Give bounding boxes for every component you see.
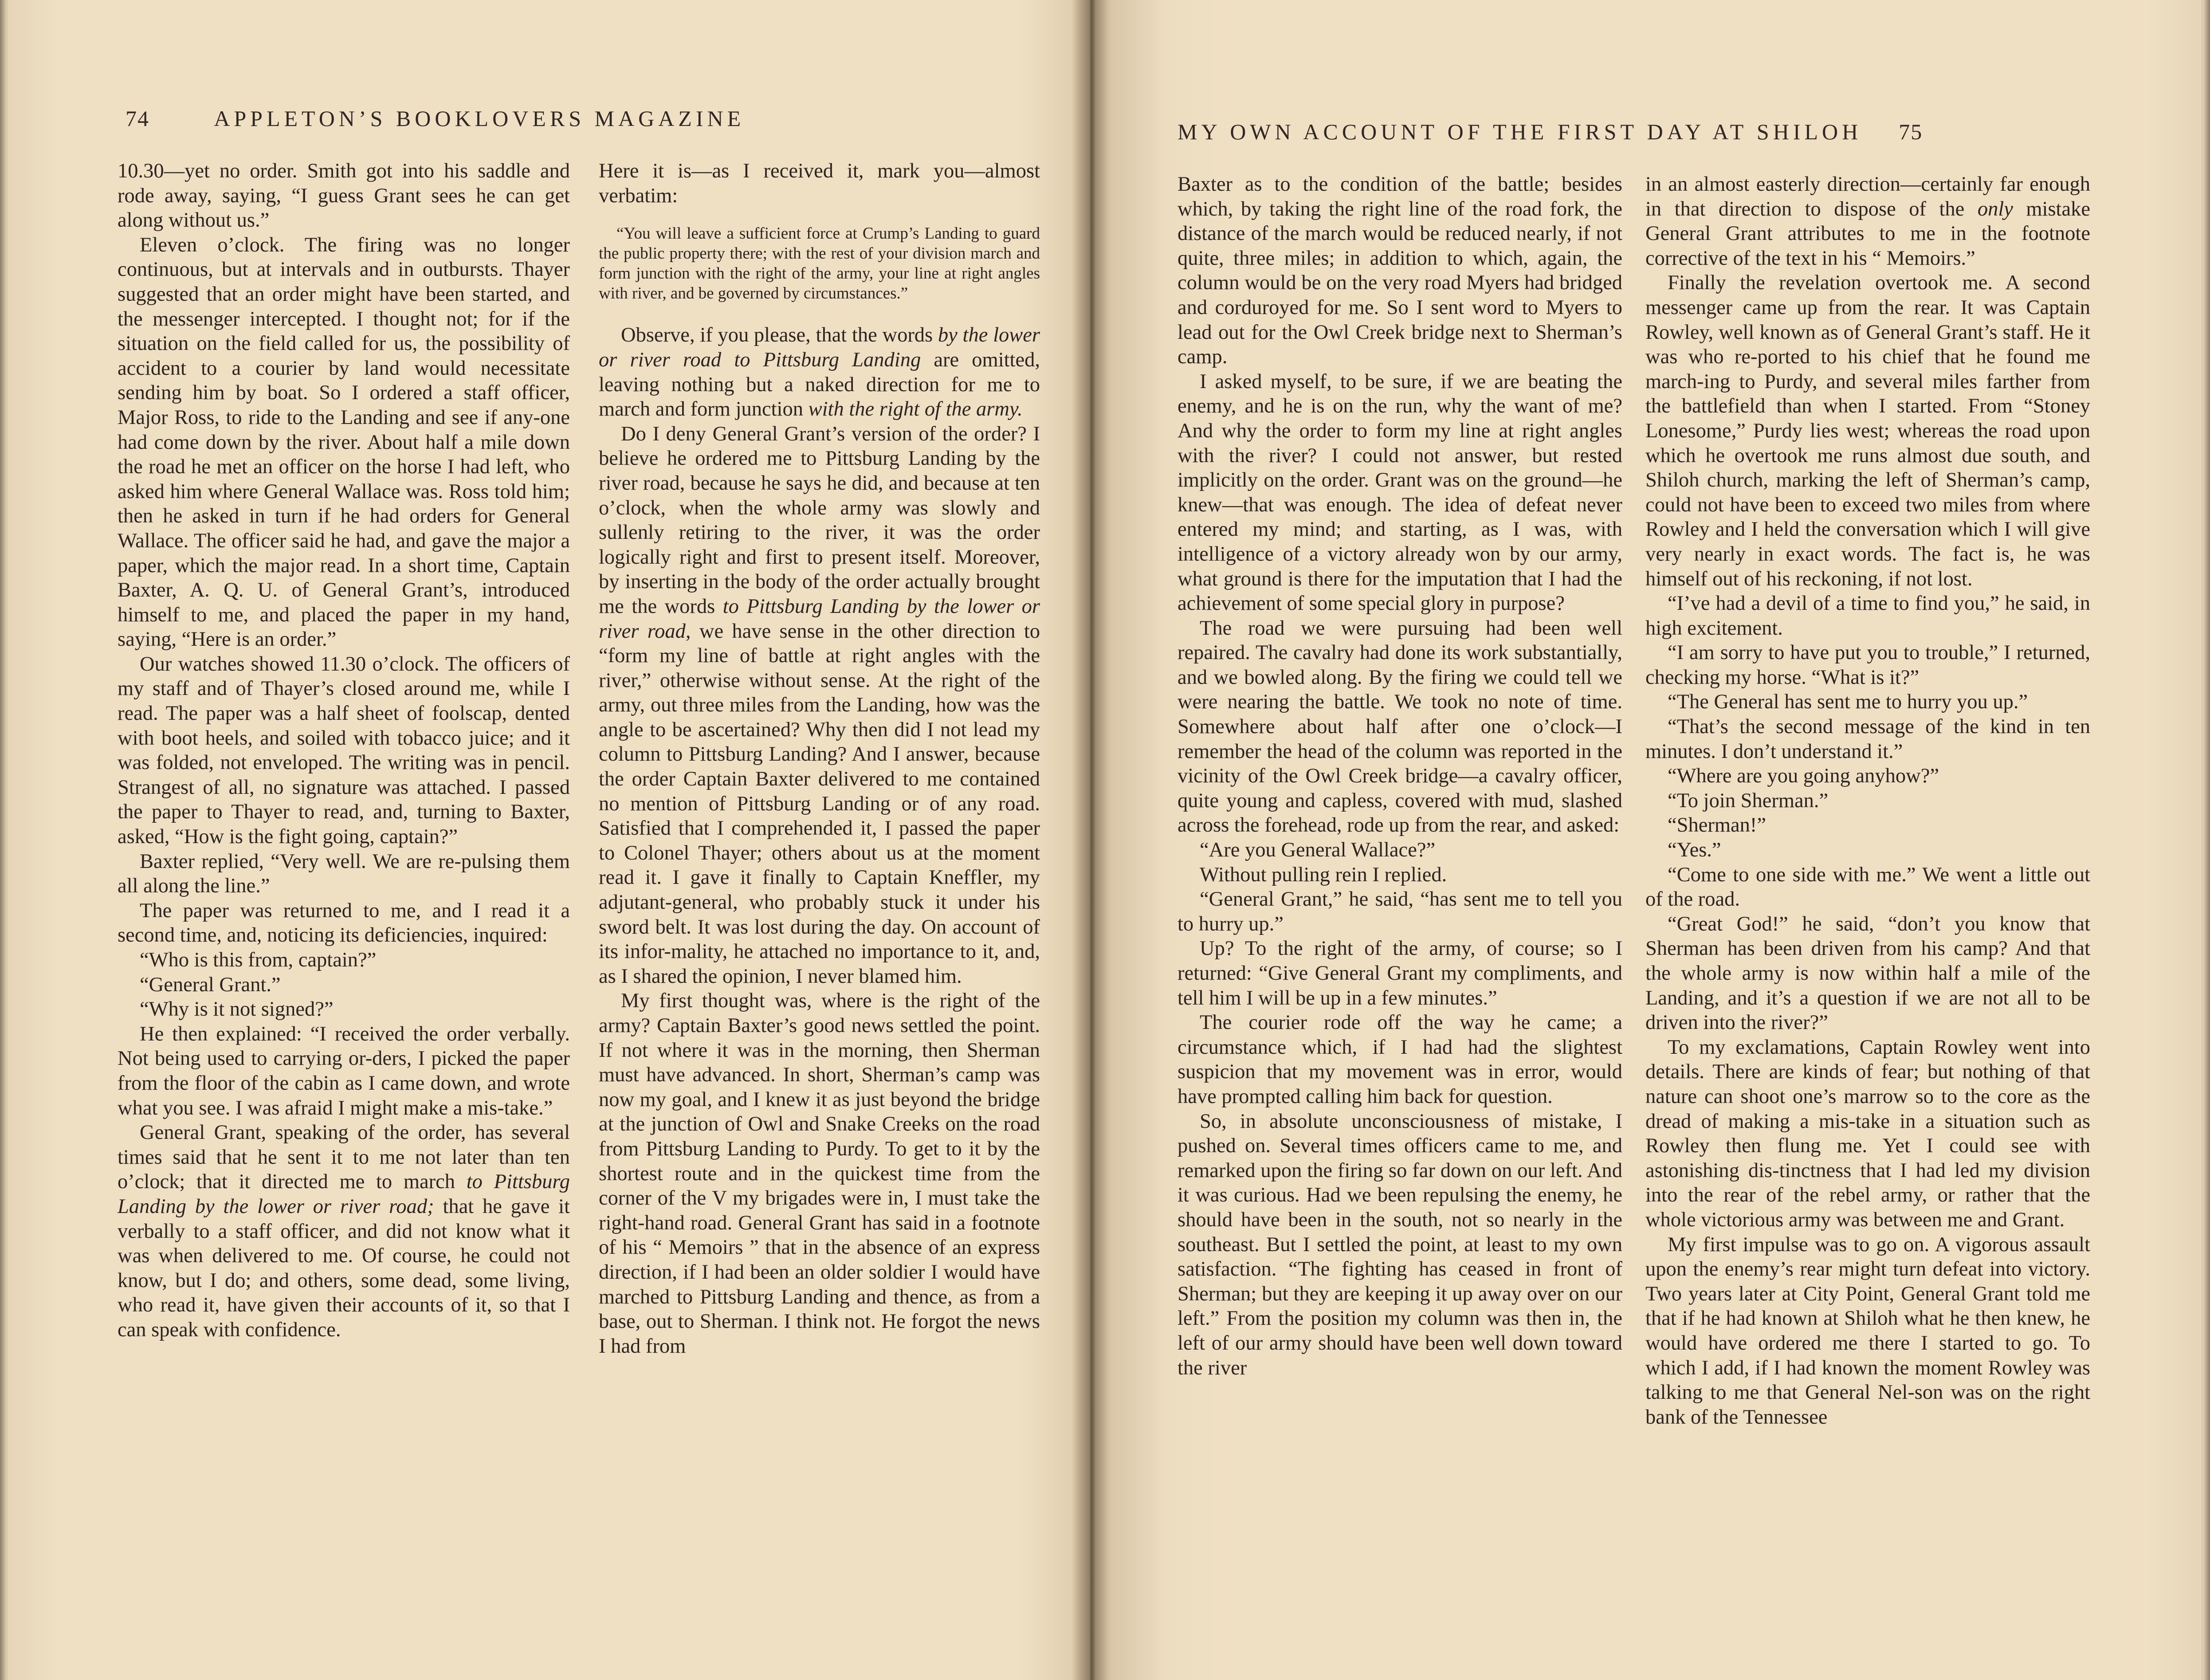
paragraph: “Sherman!” [1668, 814, 1766, 837]
text-run: in an almost easterly direction—certainly far enough in that direction to dispose of the [1645, 173, 2090, 220]
paragraph: “I’ve had a devil of a time to find you,” he said, in high excitement. [1645, 592, 2090, 640]
text-run: General Grant, speaking of the order, has several times said that he sent it to me not later than ten o’clock; that it directed me to march [118, 1121, 570, 1193]
left-page-number: 74 [126, 106, 149, 131]
paragraph: “Why is it not signed?” [140, 998, 334, 1021]
paragraph: Our watches showed 11.30 o’clock. The officers of my staff and of Thayer’s closed around me, while I read. The paper was a half sheet of foolscap, dented with boot heels, and soiled with tobacco juice; and it was folded, not enveloped. The writing was in pencil. Strangest of all, no signature was attached. I passed the paper to Thayer to read, and, turning to Baxter, asked, “How is the fight going, captain?” [118, 652, 570, 848]
paragraph [118, 1120, 570, 1342]
paragraph: Here it is—as I received it, mark you—almost verbatim: [599, 160, 1040, 207]
paragraph: “To join Sherman.” [1668, 789, 1829, 812]
paragraph: Baxter as to the condition of the battle; besides which, by taking the right line of the road fork, the distance of the march would be reduced nearly, if not quite, three miles; in addition to which, again, the column would be on the very road Myers had bridged and corduroyed for me. So I sent word to Myers to lead out for the Owl Creek bridge next to Sherman’s camp. [1178, 173, 1622, 369]
paragraph: The road we were pursuing had been well repaired. The cavalry had done its work substantially, and we bowled along. By the firing we could tell we were nearing the battle. We took no note of time. Somewhere about half after one o’clock—I remember the head of the column was reported in the vicinity of the Owl Creek bridge—a cavalry officer, quite young and capless, covered with mud, slashed across the forehead, rode up from the rear, and asked: [1178, 616, 1622, 837]
paragraph: “General Grant,” he said, “has sent me to tell you to hurry up.” [1178, 888, 1622, 935]
paragraph: “General Grant.” [140, 973, 281, 996]
paragraph: “Come to one side with me.” We went a little out of the road. [1645, 863, 2090, 911]
paragraph [599, 422, 1040, 989]
paragraph: “That’s the second message of the kind in ten minutes. I don’t understand it.” [1645, 715, 2090, 763]
paragraph: “Who is this from, captain?” [140, 949, 377, 971]
italic-run: to Pittsburg Landing by the lower or river road; [118, 1170, 570, 1218]
paragraph: “Great God!” he said, “don’t you know that Sherman has been driven from his camp? And that the whole army is now within half a mile of the Landing, and it’s a question if we are not all to be driven into the river?” [1645, 912, 2090, 1034]
paragraph: The courier rode off the way he came; a circumstance which, if I had had the slightest suspicion that my movement was in error, would have prompted calling him back for question. [1178, 1011, 1622, 1108]
left-header [126, 103, 1039, 134]
paragraph [1645, 172, 2090, 271]
paragraph: He then explained: “I received the order verbally. Not being used to carrying or-ders, I picked the paper from the floor of the cabin as I came down, and wrote what you see. I was afraid I might make a mis-take.” [118, 1022, 570, 1119]
paragraph: Baxter replied, “Very well. We are re-pulsing them all along the line.” [118, 850, 570, 898]
paragraph: Eleven o’clock. The firing was no longer continuous, but at intervals and in outbursts. Thayer suggested that an order might have been started, and the messenger intercepted. I thought not; for if the situation on the field called for us, the possibility of accident to a courier by land would necessitate sending him by boat. So I ordered a staff officer, Major Ross, to ride to the Landing and see if any-one had come down by the river. About half a mile down the road he met an officer on the horse I had left, who asked him where General Wallace was. Ross told him; then he asked in turn if he had orders for General Wallace. The officer said he had, and gave the major a paper, which the major read. In a short time, Captain Baxter, A. Q. U. of General Grant’s, introduced himself to me, and placed the paper in my hand, saying, “Here is an order.” [118, 233, 570, 651]
paragraph: My first impulse was to go on. A vigorous assault upon the enemy’s rear might turn defeat into victory. Two years later at City Point, General Grant told me that if he had known at Shiloh what he then knew, he would have ordered me there I started to go. To which I add, if I had known the moment Rowley was talking to me that General Nel-son was on the right bank of the Tennessee [1645, 1233, 2090, 1429]
paragraph: Up? To the right of the army, of course; so I returned: “Give General Grant my compliments, and tell him I will be up in a few minutes.” [1178, 937, 1622, 1009]
paragraph: I asked myself, to be sure, if we are beating the enemy, and he is on the run, why the want of me? And why the order to form my line at right angles with the river? I could not answer, but rested implicitly on the order. Grant was on the ground—he knew—that was enough. The idea of defeat never entered my mind; and starting, as I was, with intelligence of a victory already won by our army, what ground is there for the imputation that I had the achievement of some special glory in purpose? [1178, 370, 1622, 615]
paragraph: The paper was returned to me, and I read it a second time, and, noticing its deficiencies, inquired: [118, 899, 570, 947]
order-quote: “You will leave a sufficient force at Crump’s Landing to guard the public property there; with the rest of your division march and form junction with the right of the army, your line at right angles with river, and be governed by circumstances.” [599, 224, 1040, 302]
right-column-2 [1645, 172, 2090, 1429]
paragraph: Without pulling rein I replied. [1200, 863, 1447, 886]
left-column-2 [599, 159, 1040, 1358]
right-running-head: MY OWN ACCOUNT OF THE FIRST DAY AT SHILOH [1178, 119, 1862, 144]
paragraph: “Yes.” [1668, 839, 1721, 862]
left-column-1 [118, 159, 570, 1342]
right-page-number: 75 [1899, 119, 1923, 144]
paragraph: So, in absolute unconsciousness of mistake, I pushed on. Several times officers came to me, and remarked upon the firing so far down on our left. And it was curious. Had we been repulsing the enemy, he should have been in the south, not so nearly in the southeast. But I settled the point, at least to my own satisfaction. “The fighting has ceased in front of Sherman; but they are keeping it up away over on our left.” From the position my column was then in, the left of our army should have been well down toward the river [1178, 1110, 1622, 1379]
italic-run: to Pittsburg Landing by the lower or river road, [599, 595, 1040, 643]
left-running-head: APPLETON’S BOOKLOVERS MAGAZINE [214, 106, 745, 131]
text-run: that he gave it verbally to a staff officer, and did not know what it was when delivered to me. Of course, he could not know, but I do; and others, some dead, some living, who read it, have given their accounts of it, so that I can speak with confidence. [118, 1195, 570, 1341]
text-run: we have sense in the other direction to “form my line of battle at right angles with the river,” otherwise without sense. At the right of the army, out three miles from the Landing, how was the angle to be ascertained? Why then did I not lead my column to Pittsburg Landing? And I answer, because the order Captain Baxter delivered to me contained no mention of Pittsburg Landing or of any road. Satisfied that I comprehended it, I passed the paper to Colonel Thayer; others about us at the moment read it. I gave it finally to Captain Kneffler, my adjutant-general, who probably stuck it under his sword belt. It was lost during the day. On account of its infor-mality, he attached no importance to it, and, as I shared the opinion, I never blamed him. [599, 620, 1040, 988]
book-gutter [1071, 0, 1111, 1680]
italic-run: by the lower or river road to Pittsburg Landing [599, 324, 1040, 371]
text-run: are omitted, leaving nothing but a naked direction for me to march and form junction [599, 348, 1040, 421]
text-run: mistake General Grant attributes to me in the footnote corrective of the text in his “ Memoirs.” [1645, 197, 2091, 270]
text-run: Do I deny General Grant’s version of the order? I believe he ordered me to Pittsburg Landing by the river road, because he says he did, and because at ten o’clock, when the whole army was slowly and sullenly retiring to the river, it was the order logically right and first to present itself. Moreover, by inserting in the body of the order actually brought me the words [599, 422, 1040, 618]
italic-run: with the right of the army. [808, 398, 1023, 421]
paragraph: “Where are you going anyhow?” [1668, 765, 1939, 788]
paragraph: 10.30—yet no order. Smith got into his saddle and rode away, saying, “I guess Grant sees he can get along without us.” [118, 160, 570, 232]
paragraph: “I am sorry to have put you to trouble,” I returned, checking my horse. “What is it?” [1645, 641, 2090, 689]
paragraph: To my exclamations, Captain Rowley went into details. There are kinds of fear; but nothing of that nature can shoot one’s marrow so to the core as the dread of making a mis-take in a situation such as Rowley then flung me. Yet I could see with astonishing dis-tinctness that I had led my division into the rear of the rebel army, or rather that the whole victorious army was between me and Grant. [1645, 1036, 2090, 1231]
text-run: Observe, if you please, that the words [621, 324, 933, 347]
paragraph: My first thought was, where is the right of the army? Captain Baxter’s good news settled the point. If not where it was in the morning, then Sherman must have advanced. In short, Sherman’s camp was now my goal, and I knew it as just beyond the bridge at the junction of Owl and Snake Creeks on the road from Pittsburg Landing to Purdy. To get to it by the shortest route and in the quickest time from the corner of the V my brigades were in, I must take the right-hand road. General Grant has said in a footnote of his “ Memoirs ” that in the absence of an express direction, if I had been an older soldier I would have marched to Pittsburg Landing and thence, as from a base, out to Sherman. I think not. He forgot the news I had from [599, 989, 1040, 1358]
paragraph [599, 323, 1040, 421]
italic-run: only [1977, 197, 2013, 220]
right-column-1 [1178, 172, 1622, 1380]
right-header [1178, 116, 2091, 147]
paragraph: “The General has sent me to hurry you up.” [1668, 691, 2028, 714]
paragraph: Finally the revelation overtook me. A second messenger came up from the rear. It was Captain Rowley, well known as of General Grant’s staff. He it was who re-ported to his chief that he found me march-ing to Purdy, and several miles farther from the battlefield than when I started. From “Stoney Lonesome,” Purdy lies west; whereas the road upon which he overtook me runs almost due south, and Shiloh church, marking the left of Sherman’s camp, could not have been to exceed two miles from where Rowley and I held the conversation which I will give very nearly in exact words. The fact is, he was himself out of his reckoning, if not lost. [1645, 271, 2090, 590]
paragraph: “Are you General Wallace?” [1200, 839, 1436, 862]
